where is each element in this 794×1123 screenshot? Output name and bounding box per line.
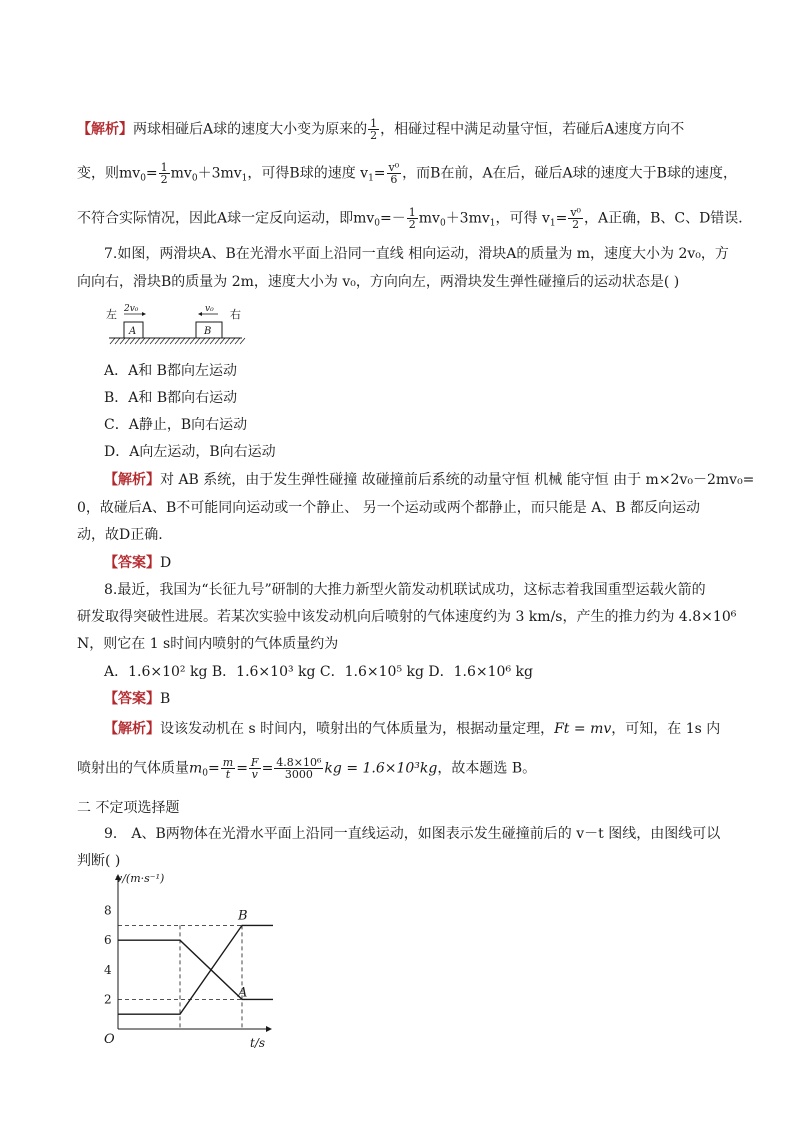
hatch-line <box>215 338 220 344</box>
mass-symbol: m <box>189 760 203 777</box>
fraction-numerator: F <box>250 756 259 769</box>
q7-fig-a-speed: 2v₀ <box>124 304 139 314</box>
answer-tag: 【答案】 <box>104 691 160 707</box>
text: ，可知，在 1s 内 <box>611 721 721 737</box>
fraction-numerator: v⁰ <box>388 161 400 174</box>
vt-chart <box>96 872 276 1052</box>
text: 喷射出的气体质量 <box>77 760 189 777</box>
hatch-line <box>175 338 180 344</box>
result-mass: kg = 1.6×10³kg <box>324 760 438 777</box>
series-line-B <box>118 925 273 1014</box>
text: ＋3mv <box>445 210 490 227</box>
q7-fig-right-label: 右 <box>230 308 241 321</box>
text: ，相碰过程中满足动量守恒，若碰后A速度方向不 <box>380 121 685 138</box>
q7-fig-hatching <box>110 338 245 344</box>
q7-fig-left-label: 左 <box>106 308 117 321</box>
q7-fig-block-a-label: A <box>129 326 137 337</box>
q8-line-2: 研发取得突破性进展。若某次实验中该发动机向后喷射的气体速度约为 3 km/s，产生的推力约为 4.8×10⁶ <box>77 609 737 625</box>
hatch-line <box>135 338 140 344</box>
subscript: 0 <box>140 173 146 184</box>
text: 对 AB 系统，由于发生弹性碰撞 故碰撞前后系统的动量守恒 机械 能守恒 由于 m×2v₀－2mv₀= <box>160 472 755 488</box>
text: = <box>555 210 568 227</box>
fraction-half <box>368 118 379 141</box>
text: ，故本题选 B。 <box>437 760 537 777</box>
hatch-line <box>140 338 145 344</box>
text: = <box>236 760 248 777</box>
subscript: 0 <box>202 768 209 779</box>
hatch-line <box>150 338 155 344</box>
fraction-numerator: m <box>222 756 234 769</box>
hatch-line <box>205 338 210 344</box>
q8-line-3: N，则它在 1 s时间内喷射的气体质量约为 <box>77 636 339 652</box>
fraction-numerator: 1 <box>160 161 168 174</box>
analysis-line-2 <box>77 161 737 189</box>
subscript: 1 <box>549 218 556 229</box>
text: = <box>145 165 158 182</box>
q7-analysis-line-2: 0，故碰后A、B不可能同向运动或一个静止、 另一个运动或两个都静止，而只能是 A、B 都反向运动 <box>77 500 701 516</box>
fraction-denominator: t <box>225 768 231 781</box>
q9-line-1: 9． A、B两物体在光滑水平面上沿同一直线运动，如图表示发生碰撞前后的 v－t 图线，由图线可以 <box>104 826 721 842</box>
fraction-thrust-over-speed <box>274 757 323 780</box>
text: ，A正确，B、C、D错误． <box>583 210 753 227</box>
text: ，而B在前，A在后，碰后A球的速度大于B球的速度， <box>402 165 737 182</box>
text: 设该发动机在 s 时间内，喷射出的气体质量为，根据动量定理， <box>160 721 555 737</box>
fraction-denominator: 2 <box>370 129 378 142</box>
text: 不符合实际情况，因此A球一定反向运动，即mv <box>77 210 375 227</box>
text: = <box>373 165 386 182</box>
series-line-A <box>118 940 273 999</box>
hatch-line <box>155 338 160 344</box>
hatch-line <box>130 338 135 344</box>
fraction-denominator: 3000 <box>284 768 313 781</box>
hatch-line <box>220 338 225 344</box>
q7-fig-block-b-label: B <box>204 326 212 337</box>
hatch-line <box>145 338 150 344</box>
text: mv <box>170 165 192 182</box>
subscript: 0 <box>374 218 381 229</box>
q8-options: A．1.6×10² kg B．1.6×10³ kg C．1.6×10⁵ kg D．1.6×10⁶ kg <box>104 664 533 680</box>
answer-value: D <box>160 555 172 571</box>
q7-option-b: B．A和 B都向右运动 <box>104 390 238 406</box>
hatch-line <box>200 338 205 344</box>
q7-option-d: D．A向左运动，B向右运动 <box>104 444 276 460</box>
text: = <box>261 760 274 777</box>
y-tick-label: 2 <box>104 992 112 1007</box>
y-tick-label: 4 <box>104 962 112 977</box>
y-tick-label: 8 <box>104 903 112 918</box>
fraction-m-over-t <box>221 757 235 780</box>
fraction-denominator: 2 <box>160 173 168 186</box>
q9-line-2: 判断( ) <box>77 853 121 869</box>
hatch-line <box>165 338 170 344</box>
subscript: 0 <box>191 173 198 184</box>
hatch-line <box>195 338 200 344</box>
q8-analysis-line-1 <box>104 719 719 739</box>
fraction-numerator: v⁰ <box>570 206 581 219</box>
fraction-f-over-v <box>249 757 261 780</box>
hatch-line <box>125 338 130 344</box>
q7-analysis-line-3: 动，故D正确. <box>77 527 163 543</box>
q7-fig-b-speed: v₀ <box>205 304 214 314</box>
text: ，可得 v <box>495 210 550 227</box>
fraction-denominator: 2 <box>408 218 416 231</box>
text: ，可得B球的速度 v <box>247 165 369 182</box>
hatch-line <box>240 338 245 344</box>
q7-option-c: C．A静止，B向右运动 <box>104 417 248 433</box>
subscript: 0 <box>439 218 446 229</box>
q7-answer <box>104 553 719 573</box>
hatch-line <box>185 338 190 344</box>
hatch-line <box>210 338 215 344</box>
y-axis-label: v/(m·s⁻¹) <box>116 872 165 885</box>
section-title: 二 不定项选择题 <box>77 800 180 816</box>
q8-answer <box>104 689 719 709</box>
analysis-tag: 【解析】 <box>77 121 133 138</box>
hatch-line <box>160 338 165 344</box>
fraction-v-over-6 <box>387 162 402 185</box>
q7-fig-b-arrowhead <box>198 312 202 316</box>
hatch-line <box>235 338 240 344</box>
x-axis-label: t/s <box>250 1036 266 1050</box>
fraction-denominator: 6 <box>390 173 398 186</box>
text: =－ <box>380 210 406 227</box>
q7-figure <box>104 300 254 350</box>
subscript: 1 <box>489 218 496 229</box>
q7-option-a: A．A和 B都向左运动 <box>104 363 237 379</box>
x-axis-arrow <box>266 1026 272 1032</box>
text: 变，则mv <box>77 165 141 182</box>
text: mv <box>418 210 440 227</box>
hatch-line <box>110 338 115 344</box>
subscript: 1 <box>241 173 248 184</box>
fraction-half <box>407 207 418 230</box>
q7-line-2: 向向右，滑块B的质量为 2m，速度大小为 v₀，方向向左，两滑块发生弹性碰撞后的运动状态是( ) <box>77 274 680 290</box>
analysis-tag: 【解析】 <box>104 721 160 737</box>
hatch-line <box>225 338 230 344</box>
hatch-line <box>180 338 185 344</box>
hatch-line <box>170 338 175 344</box>
q7-analysis-line-1 <box>77 470 755 490</box>
q7-fig-a-arrowhead <box>142 312 146 316</box>
hatch-line <box>230 338 235 344</box>
hatch-line <box>120 338 125 344</box>
origin-label: O <box>104 1032 115 1047</box>
series-label-B: B <box>238 908 248 924</box>
answer-tag: 【答案】 <box>104 555 160 571</box>
hatch-line <box>190 338 195 344</box>
analysis-tag: 【解析】 <box>104 472 160 488</box>
y-tick-label: 6 <box>104 933 112 948</box>
text: ＋3mv <box>197 165 242 182</box>
fraction-denominator: 2 <box>572 218 580 231</box>
formula-momentum-theorem: Ft = mv <box>554 721 612 737</box>
q8-analysis-line-2 <box>77 757 719 784</box>
analysis-line-1 <box>77 118 719 141</box>
q8-line-1: 8.最近，我国为“长征九号”研制的大推力新型火箭发动机联试成功，这标志着我国重型运载火箭的 <box>104 582 706 598</box>
text: 两球相碰后A球的速度大小变为原来的 <box>133 121 368 138</box>
analysis-line-3 <box>77 206 753 234</box>
fraction-half <box>159 162 170 185</box>
q7-line-1: 7.如图，两滑块A、B在光滑水平面上沿同一直线 相向运动，滑块A的质量为 m，速度大小为 2v₀，方 <box>104 246 729 262</box>
text: = <box>208 760 220 777</box>
fraction-numerator: 4.8×10⁶ <box>276 756 322 769</box>
subscript: 1 <box>368 173 374 184</box>
fraction-numerator: 1 <box>370 117 378 130</box>
answer-value: B <box>160 691 171 707</box>
fraction-numerator: 1 <box>408 206 416 219</box>
fraction-v-over-2 <box>568 207 583 230</box>
hatch-line <box>115 338 120 344</box>
fraction-denominator: v <box>251 768 258 781</box>
series-label-A: A <box>238 985 248 1001</box>
